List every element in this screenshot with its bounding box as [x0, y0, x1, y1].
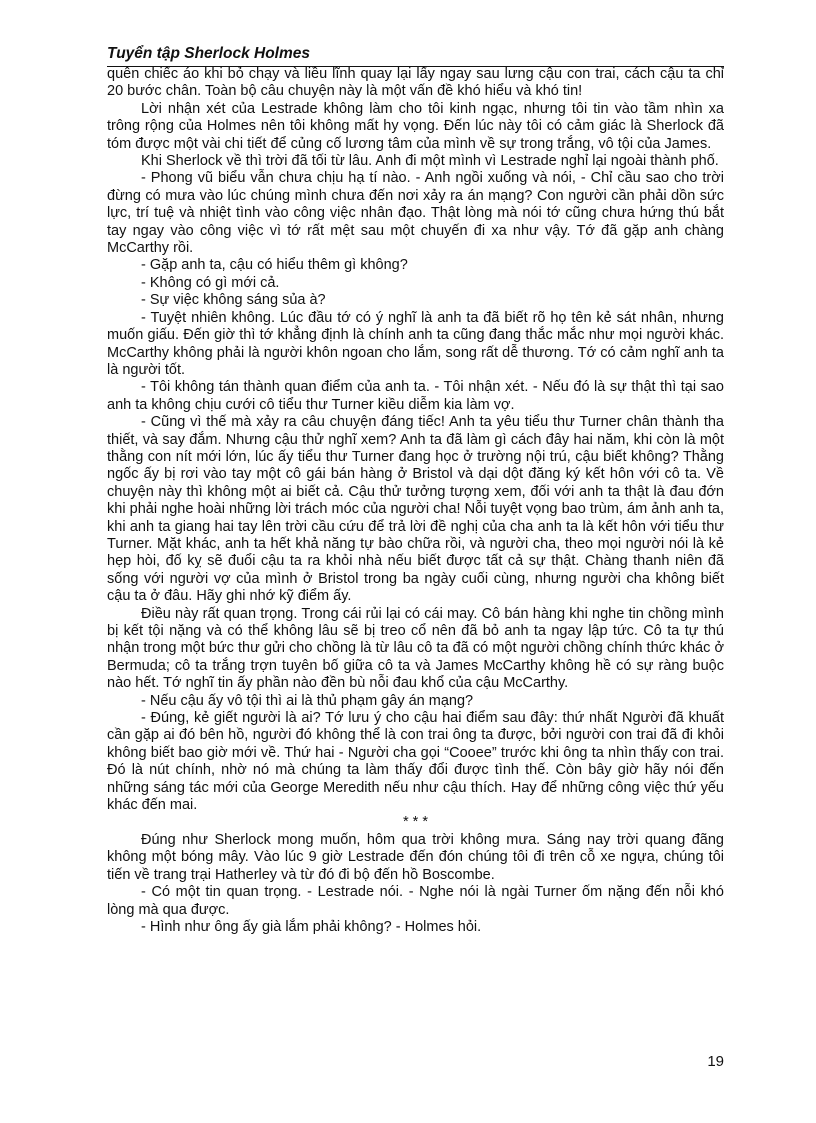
paragraph: - Cũng vì thế mà xảy ra câu chuyện đáng tiếc! Anh ta yêu tiểu thư Turner chân thành tha thiết, và say đắm. Nhưng cậu thử nghĩ xem? Anh ta đã làm gì cách đây hai năm, khi còn là một thằng con nít mới lớn, lúc ấy tiểu thư Turner đang học ở trường nội trú, cậu biết không? Thằng ngốc ấy bị rơi vào tay một cô gái bán hàng ở Bristol và dại dột đăng ký kết hôn với cô ta. Về chuyện này thì không một ai biết cả. Cậu thử tưởng tượng xem, đối với anh ta thật là đau đớn khi phải nghe hoài những lời trách móc của người cha! Nỗi tuyệt vọng bao trùm, ám ảnh anh ta, khi anh ta giang hai tay lên trời cầu cứu để trả lời đề nghị của cha anh ta là kết hôn với tiểu thư Turner. Mặt khác, anh ta hết khả năng tự bào chữa rồi, và người cha, theo mọi người nói là kẻ hẹp hòi, đố kỵ sẽ đuổi cậu ta ra khỏi nhà nếu biết được tất cả sự thật. Chàng thanh niên đã sống với người vợ của mình ở Bristol trong ba ngày cuối cùng, nhưng người cha không biết cậu ta ở đâu. Hãy ghi nhớ kỹ điểm ấy.: [107, 414, 724, 605]
body-text: [107, 66, 724, 936]
paragraph: - Gặp anh ta, cậu có hiểu thêm gì không?: [141, 257, 408, 274]
paragraph: - Sự việc không sáng sủa à?: [141, 292, 326, 309]
page-number: 19: [707, 1053, 724, 1070]
paragraph: - Có một tin quan trọng. - Lestrade nói. - Nghe nói là ngài Turner ốm nặng đến nỗi khó lòng mà qua được.: [107, 884, 724, 918]
paragraph: - Đúng, kẻ giết người là ai? Tớ lưu ý cho cậu hai điểm sau đây: thứ nhất Người đã khuất cần gặp ai đó bên hồ, người đó không thể là con trai ông ta được, bởi người con trai đã đi khỏi không biết bao giờ mới về. Thứ hai - Người cha gọi “Cooee” trước khi ông ta nhìn thấy con trai. Đó là nút chính, nhờ nó mà chúng ta làm thấy đổi được tình thế. Còn bây giờ hãy nói đến những sáng tác mới của George Meredith nếu như cậu thích. Hay để những công việc thứ yếu khác đến mai.: [107, 710, 724, 814]
paragraph: quên chiếc áo khi bỏ chạy và liều lĩnh quay lại lấy ngay sau lưng cậu con trai, cách cậu ta chỉ 20 bước chân. Toàn bộ câu chuyện này là một vấn đề khó hiểu và khó tin!: [107, 66, 724, 100]
paragraph: - Hình như ông ấy già lắm phải không? - Holmes hỏi.: [141, 918, 482, 935]
paragraph: Đúng như Sherlock mong muốn, hôm qua trời không mưa. Sáng nay trời quang đãng không một bóng mây. Vào lúc 9 giờ Lestrade đến đón chúng tôi đi trên cỗ xe ngựa, chúng tôi tiến về trang trại Hatherley và từ đó đi bộ đến hồ Boscombe.: [107, 831, 724, 883]
paragraph: - Phong vũ biểu vẫn chưa chịu hạ tí nào. - Anh ngồi xuống và nói, - Chỉ cầu sao cho trời đừng có mưa vào lúc chúng mình chưa đến nơi xảy ra án mạng? Con người cần phải dồn sức lực, trí tuệ và nhiệt tình vào công việc nhân đạo. Thật lòng mà nói tớ cũng chưa hứng thú bắt tay ngay vào công việc vì tớ rất mệt sau một chuyến đi xa như vậy. Tớ đã gặp anh chàng McCarthy rồi.: [107, 170, 724, 257]
paragraph: Điều này rất quan trọng. Trong cái rủi lại có cái may. Cô bán hàng khi nghe tin chồng mình bị kết tội nặng và có thể không lâu sẽ bị treo cổ nên đã bỏ anh ta ngay lập tức. Cô ta tự thú nhận trong một bức thư gửi cho chồng là từ lâu cô ta đã có một người chồng chính thức khác ở Bermuda; cô ta trắng trợn tuyên bố giữa cô ta và James McCarthy không hề có sự ràng buộc nào hết. Tớ nghĩ tin ấy phần nào đền bù nỗi đau khổ của cậu McCarthy.: [107, 605, 724, 692]
paragraph: Khi Sherlock về thì trời đã tối từ lâu. Anh đi một mình vì Lestrade nghỉ lại ngoài thành phố.: [141, 153, 719, 170]
paragraph: - Nếu cậu ấy vô tội thì ai là thủ phạm gây án mạng?: [141, 692, 474, 709]
section-separator: * * *: [403, 814, 428, 831]
paragraph: Lời nhận xét của Lestrade không làm cho tôi kinh ngạc, nhưng tôi tin vào tầm nhìn xa trông rộng của Holmes nên tôi không mất hy vọng. Đến lúc này tôi có cảm giác là Sherlock đã tóm được một vài chi tiết để củng cố lương tâm của mình về sự trong trắng, vô tội của James.: [107, 100, 724, 152]
paragraph: - Tuyệt nhiên không. Lúc đầu tớ có ý nghĩ là anh ta đã biết rõ họ tên kẻ sát nhân, nhưng muốn giấu. Đến giờ thì tớ khẳng định là chính anh ta cũng đang thắc mắc như mọi người khác. McCarthy không phải là người khôn ngoan cho lắm, song rất dễ thương. Tớ có cảm nghĩ anh ta là người tốt.: [107, 309, 724, 378]
paragraph: - Không có gì mới cả.: [141, 274, 280, 291]
paragraph: - Tôi không tán thành quan điểm của anh ta. - Tôi nhận xét. - Nếu đó là sự thật thì tại sao anh ta không chịu cưới cô tiểu thư Turner kiều diễm kia làm vợ.: [107, 379, 724, 413]
running-header: Tuyển tập Sherlock Holmes: [107, 45, 310, 62]
